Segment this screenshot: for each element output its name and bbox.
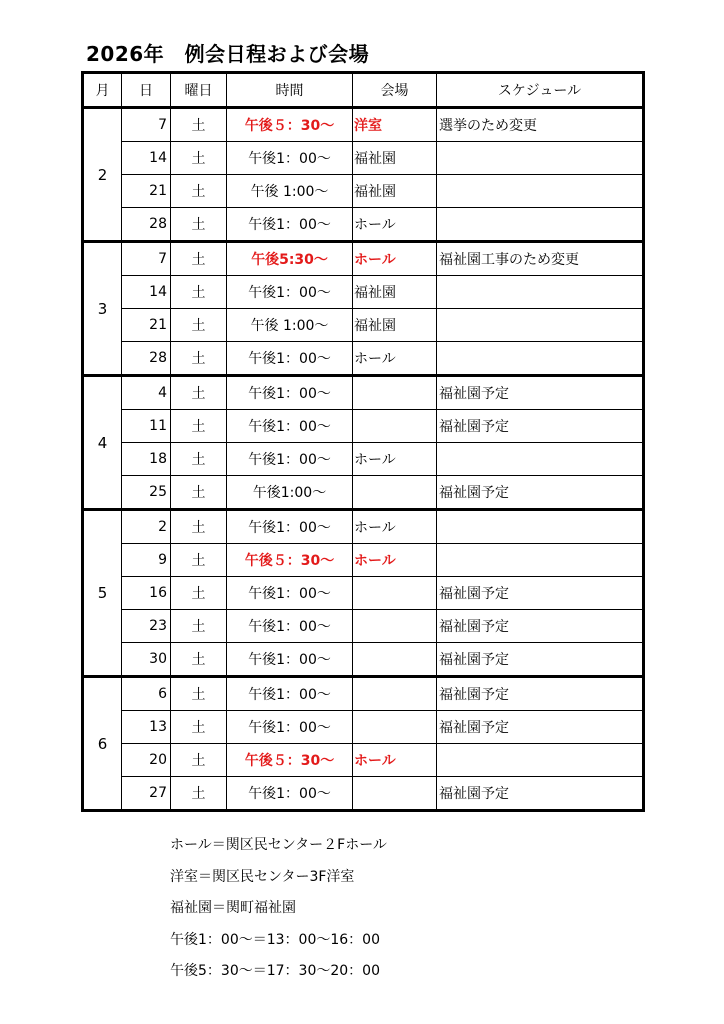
schedule-note-cell [437, 342, 644, 376]
table-row [83, 643, 644, 677]
table-row [83, 276, 644, 309]
venue-cell [353, 476, 437, 510]
time-cell: 午後５：30～ [227, 744, 353, 777]
time-cell: 午後1：00～ [227, 711, 353, 744]
weekday-cell: 土 [171, 777, 227, 811]
table-row [83, 610, 644, 643]
day-cell: 2 [122, 510, 171, 544]
header-day: 日 [122, 73, 171, 108]
table-row [83, 309, 644, 342]
day-cell: 20 [122, 744, 171, 777]
venue-cell: ホール [353, 242, 437, 276]
venue-cell [353, 777, 437, 811]
day-cell: 21 [122, 175, 171, 208]
legend-notes [170, 830, 387, 988]
schedule-note-cell: 福祉園予定 [437, 677, 644, 711]
table-row [83, 142, 644, 175]
day-cell: 14 [122, 142, 171, 175]
table-row [83, 544, 644, 577]
weekday-cell: 土 [171, 376, 227, 410]
time-cell: 午後1:00～ [227, 476, 353, 510]
time-cell: 午後1：00～ [227, 376, 353, 410]
venue-cell: ホール [353, 544, 437, 577]
schedule-note-cell: 福祉園予定 [437, 577, 644, 610]
schedule-note-cell [437, 175, 644, 208]
venue-cell: ホール [353, 510, 437, 544]
header-time: 時間 [227, 73, 353, 108]
schedule-note-cell: 福祉園予定 [437, 777, 644, 811]
header-month: 月 [83, 73, 122, 108]
day-cell: 28 [122, 208, 171, 242]
schedule-note-cell: 福祉園工事のため変更 [437, 242, 644, 276]
schedule-note-cell [437, 142, 644, 175]
time-cell: 午後1：00～ [227, 410, 353, 443]
weekday-cell: 土 [171, 443, 227, 476]
month-cell: 3 [83, 242, 122, 376]
time-cell: 午後５：30～ [227, 108, 353, 142]
day-cell: 23 [122, 610, 171, 643]
schedule-body [83, 108, 644, 811]
venue-cell [353, 610, 437, 643]
time-cell: 午後1：00～ [227, 577, 353, 610]
table-row [83, 711, 644, 744]
weekday-cell: 土 [171, 242, 227, 276]
day-cell: 27 [122, 777, 171, 811]
weekday-cell: 土 [171, 577, 227, 610]
table-row [83, 208, 644, 242]
venue-cell: ホール [353, 443, 437, 476]
table-row [83, 443, 644, 476]
weekday-cell: 土 [171, 643, 227, 677]
day-cell: 9 [122, 544, 171, 577]
table-row [83, 175, 644, 208]
day-cell: 16 [122, 577, 171, 610]
schedule-table [81, 71, 645, 812]
venue-cell: ホール [353, 208, 437, 242]
day-cell: 14 [122, 276, 171, 309]
venue-cell [353, 410, 437, 443]
header-venue: 会場 [353, 73, 437, 108]
time-cell: 午後５：30～ [227, 544, 353, 577]
venue-cell: 洋室 [353, 108, 437, 142]
day-cell: 4 [122, 376, 171, 410]
weekday-cell: 土 [171, 544, 227, 577]
note-western-room: 洋室＝関区民センター3F洋室 [170, 868, 355, 885]
time-cell: 午後1：00～ [227, 777, 353, 811]
time-cell: 午後1：00～ [227, 208, 353, 242]
schedule-note-cell [437, 208, 644, 242]
note-time-afternoon-1: 午後1：00～＝13：00～16：00 [170, 931, 380, 948]
time-cell: 午後 1:00～ [227, 309, 353, 342]
venue-cell: 福祉園 [353, 276, 437, 309]
weekday-cell: 土 [171, 677, 227, 711]
table-row [83, 342, 644, 376]
weekday-cell: 土 [171, 610, 227, 643]
month-cell: 4 [83, 376, 122, 510]
month-cell: 6 [83, 677, 122, 811]
month-cell: 5 [83, 510, 122, 677]
time-cell: 午後1：00～ [227, 443, 353, 476]
weekday-cell: 土 [171, 108, 227, 142]
table-row [83, 476, 644, 510]
day-cell: 25 [122, 476, 171, 510]
weekday-cell: 土 [171, 342, 227, 376]
weekday-cell: 土 [171, 276, 227, 309]
weekday-cell: 土 [171, 309, 227, 342]
venue-cell [353, 711, 437, 744]
time-cell: 午後1：00～ [227, 342, 353, 376]
day-cell: 7 [122, 108, 171, 142]
table-row [83, 777, 644, 811]
day-cell: 18 [122, 443, 171, 476]
day-cell: 6 [122, 677, 171, 711]
table-row [83, 577, 644, 610]
schedule-note-cell [437, 443, 644, 476]
day-cell: 7 [122, 242, 171, 276]
weekday-cell: 土 [171, 476, 227, 510]
schedule-note-cell [437, 510, 644, 544]
weekday-cell: 土 [171, 208, 227, 242]
time-cell: 午後 1:00～ [227, 175, 353, 208]
day-cell: 30 [122, 643, 171, 677]
table-row [83, 677, 644, 711]
weekday-cell: 土 [171, 510, 227, 544]
time-cell: 午後1：00～ [227, 276, 353, 309]
venue-cell: 福祉園 [353, 175, 437, 208]
schedule-note-cell [437, 309, 644, 342]
time-cell: 午後1：00～ [227, 643, 353, 677]
day-cell: 13 [122, 711, 171, 744]
schedule-note-cell [437, 276, 644, 309]
weekday-cell: 土 [171, 142, 227, 175]
time-cell: 午後1：00～ [227, 610, 353, 643]
schedule-note-cell [437, 544, 644, 577]
time-cell: 午後1：00～ [227, 677, 353, 711]
venue-cell [353, 577, 437, 610]
schedule-note-cell: 福祉園予定 [437, 610, 644, 643]
table-row [83, 242, 644, 276]
venue-cell: 福祉園 [353, 142, 437, 175]
schedule-note-cell [437, 744, 644, 777]
venue-cell [353, 643, 437, 677]
schedule-note-cell: 福祉園予定 [437, 643, 644, 677]
weekday-cell: 土 [171, 175, 227, 208]
note-time-evening-530: 午後5：30～＝17：30～20：00 [170, 963, 380, 979]
schedule-note-cell: 福祉園予定 [437, 376, 644, 410]
weekday-cell: 土 [171, 711, 227, 744]
page-title: 2026年 例会日程および会場 [86, 42, 370, 66]
time-cell: 午後1：00～ [227, 142, 353, 175]
day-cell: 21 [122, 309, 171, 342]
venue-cell [353, 677, 437, 711]
weekday-cell: 土 [171, 744, 227, 777]
note-welfare-center: 福祉園＝関町福祉園 [170, 900, 296, 916]
weekday-cell: 土 [171, 410, 227, 443]
note-hall: ホール＝関区民センター２Fホール [170, 837, 387, 853]
time-cell: 午後1：00～ [227, 510, 353, 544]
schedule-note-cell: 福祉園予定 [437, 476, 644, 510]
venue-cell: 福祉園 [353, 309, 437, 342]
schedule-note-cell: 福祉園予定 [437, 711, 644, 744]
venue-cell [353, 376, 437, 410]
venue-cell: ホール [353, 342, 437, 376]
header-weekday: 曜日 [171, 73, 227, 108]
venue-cell: ホール [353, 744, 437, 777]
day-cell: 11 [122, 410, 171, 443]
table-row [83, 410, 644, 443]
table-row [83, 108, 644, 142]
time-cell: 午後5:30～ [227, 242, 353, 276]
schedule-note-cell: 選挙のため変更 [437, 108, 644, 142]
table-row [83, 744, 644, 777]
month-cell: 2 [83, 108, 122, 242]
table-header-row [83, 73, 644, 108]
day-cell: 28 [122, 342, 171, 376]
header-schedule: スケジュール [437, 73, 644, 108]
table-row [83, 510, 644, 544]
table-row [83, 376, 644, 410]
schedule-note-cell: 福祉園予定 [437, 410, 644, 443]
